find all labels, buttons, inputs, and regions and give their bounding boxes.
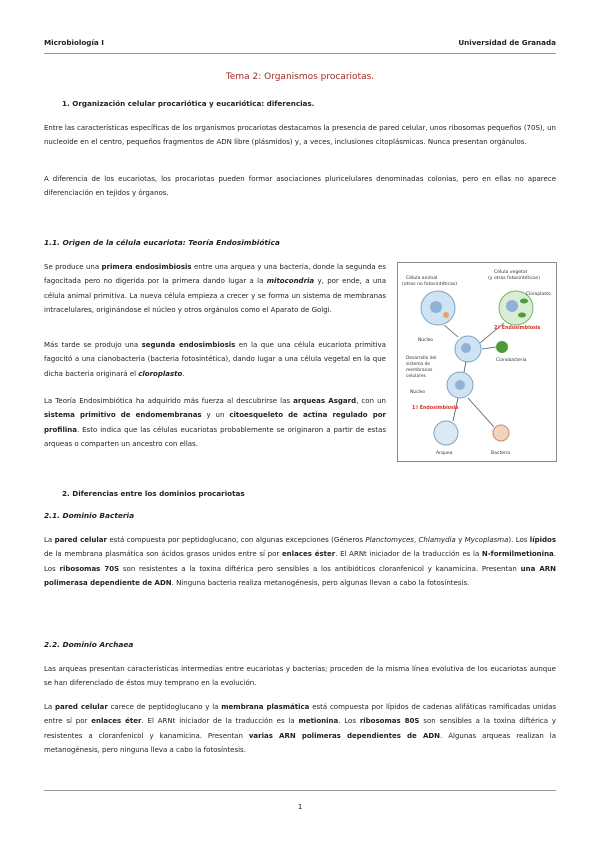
bacteria-shape [493,425,509,441]
label-membranes-1: Desarrollo del [406,356,437,361]
heading-section-1: 1. Organización celular procariótica y eucariótica: diferencias. [62,99,315,108]
label-animal-cell: Célula animal [406,276,438,281]
label-membranes-2: sistema de [406,362,431,367]
endosymbiosis-diagram [398,263,556,461]
header-rule [44,53,556,54]
label-nucleus-1: Núcleo [418,338,434,343]
paragraph-archaea-domain: La pared celular carece de peptidoglucano y la membrana plasmática está compuesta por lípidos de cadenas alifáticas ramificadas unidas entre sí por enlaces éter. El ARNt iniciador de la traducción es la metionina. Los ribosomas 80S son sensibles a la toxina diftérica y resistentes a cloranfenicol y kanamicina. Presentan varias ARN polimeras dependientes de ADN. Algunas arqueas realizan la metanogénesis, pero ninguna lleva a cabo la fotosíntesis. [44,703,557,754]
label-membranes-4: celulares [406,374,426,379]
heading-section-2-1: 2.1. Dominio Bacteria [44,511,135,520]
paragraph-prokaryote-features: Entre las características específicas de los organismos procariotas destacamos la presencia de pared celular, unos ribosomas pequeños (70S), un nucleoide en el centro, pequeños fragmentos de ADN libre (plásmidos) y, a veces, inclusiones citoplásmicas. Nunca presentan orgánulos. [44,124,556,147]
label-nucleus-2: Núcleo [410,390,426,395]
heading-section-2: 2. Diferencias entre los dominios procariotas [62,489,245,498]
paragraph-archaea-intro: Las arqueas presentan características intermedias entre eucariotas y bacterias; proceden de la misma línea evolutiva de los eucariotas aunque se han diferenciado de éstos muy temprano en la evolución. [44,665,556,688]
paragraph-bacteria-domain: La pared celular está compuesta por peptidoglucano, con algunas excepciones (Géneros Planctomyces, Chlamydia y Mycoplasma). Los lípidos de la membrana plasmática son ácidos grasos unidos entre sí por enlaces éster. El ARNt iniciador de la traducción es la N-formilmetionina. Los ribosomas 70S son resistentes a la toxina diftérica pero sensibles a los antibióticos cloranfenicol y kanamicina. Presentan una ARN polimerasa dependiente de ADN. Ninguna bacteria realiza metanogénesis, pero algunas llevan a cabo la fotosíntesis. [44,536,557,587]
label-archaea: Arquea [436,451,453,456]
header-course: Microbiología I [44,38,104,47]
document-title: Tema 2: Organismos procariotas. [225,72,375,82]
cyanobacteria-shape [496,341,508,353]
heading-section-1-1: 1.1. Origen de la célula eucariota: Teoría Endosimbiótica [44,238,280,247]
label-plant-cell-note: (y otras fotosintéticas) [488,276,540,281]
paragraph-asgard: La Teoría Endosimbiótica ha adquirido más fuerza al descubrirse las arqueas Asgard, con un sistema primitivo de endomembranas y un citoesqueleto de actina regulado por profilina. Esto indica que las células eucariotas probablemente se originaron a partir de estas arqueas o comparten un ancestro con ellas. [44,397,386,448]
animal-nucleus-shape [430,301,442,313]
paragraph-colonies: A diferencia de los eucariotas, los procariotas pueden formar asociaciones pluricelulares denominadas colonias, pero en ellas no aparece diferenciación en tejidos y órganos. [44,175,556,198]
endosymbiosis-figure [397,262,557,462]
archaea-shape [434,421,458,445]
label-first-endosymbiosis: 1ª Endosimbiosis [412,406,459,411]
label-membranes-3: membranas [406,368,433,373]
label-animal-cell-note: (otras no fotosintéticas) [402,282,457,287]
page-number: 1 [297,802,303,811]
heading-section-2-2: 2.2. Dominio Archaea [44,640,134,649]
label-cyanobacteria: Cianobacteria [496,358,527,363]
label-chloroplast: Cloroplasto [526,292,551,297]
header-university: Universidad de Granada [458,38,556,47]
paragraph-second-endosymbiosis: Más tarde se produjo una segunda endosimbiosis en la que una célula eucariota primitiva fagocitó a una cianobacteria (bacteria fotosintética), dando lugar a una célula vegetal en la que dicha bacteria originará el cloroplasto. [44,341,386,378]
label-bacteria: Bacteria [491,451,511,456]
paragraph-first-endosymbiosis: Se produce una primera endosimbiosis entre una arquea y una bacteria, donde la segunda es fagocitada pero no digerida por la primera dando lugar a la mitocondria y, por ende, a una célula animal primitiva. La nueva célula empieza a crecer y se forma un sistema de membranas intracelulares, originándose el núcleo y otros orgánulos como el Aparato de Golgi. [44,263,386,314]
footer-rule [44,790,556,791]
label-plant-cell: Célula vegetal [494,270,527,275]
label-second-endosymbiosis: 2ª Endosimbiosis [494,326,541,331]
